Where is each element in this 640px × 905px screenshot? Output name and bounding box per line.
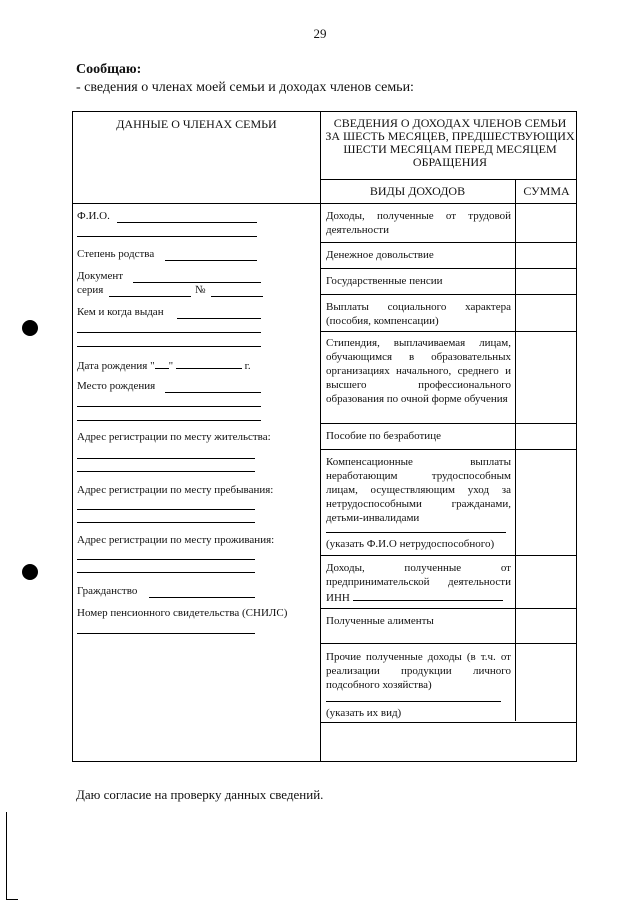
income-row-stipend: Стипендия, выплачиваемая лицам, обучающимся в образовательных организациях начального, среднего и высшего профессионального образования по очной форме обучения <box>326 337 511 405</box>
pension-cert-label: Номер пенсионного свидетельства (СНИЛС) <box>77 607 288 619</box>
income-row-unemployment: Пособие по безработице <box>326 430 441 442</box>
pension-cert-field[interactable] <box>77 633 255 634</box>
other-note: (указать их вид) <box>326 707 402 719</box>
issued-by-label: Кем и когда выдан <box>77 306 164 318</box>
income-row-pensions: Государственные пенсии <box>326 275 443 287</box>
page-number: 29 <box>313 26 327 41</box>
issued-by-field[interactable] <box>177 318 261 319</box>
reg-living-field[interactable] <box>77 559 255 560</box>
family-income-table <box>72 111 577 762</box>
birth-place-label: Место рождения <box>77 380 156 392</box>
right-header: СВЕДЕНИЯ О ДОХОДАХ ЧЛЕНОВ СЕМЬИ ЗА ШЕСТЬ МЕСЯЦЕВ, ПРЕДШЕСТВУЮЩИХ ШЕСТИ МЕСЯЦАМ ПЕРЕД МЕСЯЦЕМ ОБРАЩЕНИЯ <box>325 116 575 169</box>
relation-field[interactable] <box>165 260 257 261</box>
table-divider-main <box>320 112 321 761</box>
income-row-other: Прочие полученные доходы (в т.ч. от реализации продукции личного подсобного хозяйства) <box>326 651 511 691</box>
reg-stay-field[interactable] <box>77 509 255 510</box>
inn-label: ИНН <box>326 589 511 605</box>
citizenship-field[interactable] <box>149 597 255 598</box>
income-row-allowance: Денежное довольствие <box>326 249 434 261</box>
income-row-alimony: Полученные алименты <box>326 615 434 627</box>
number-field[interactable] <box>211 296 263 297</box>
reg-stay-label: Адрес регистрации по месту пребывания: <box>77 484 274 496</box>
reg-living-label: Адрес регистрации по месту проживания: <box>77 534 275 546</box>
table-divider-sum <box>515 179 516 721</box>
document-label: Документ <box>77 270 124 282</box>
birth-place-field[interactable] <box>165 392 261 393</box>
income-row-business: Доходы, полученные от предпринимательской деятельности <box>326 562 511 588</box>
fio-field[interactable] <box>117 222 257 223</box>
income-row-compensation: Компенсационные выплаты неработающим трудоспособным лицам, осуществляющим уход за нетрудоспособными гражданами, детьми-инвалидами <box>326 456 511 524</box>
series-label: серия <box>77 284 104 296</box>
sum-header: СУММА <box>523 184 570 198</box>
margin-mark <box>6 812 7 900</box>
punch-hole-bottom <box>22 564 38 580</box>
number-label: № <box>195 284 206 296</box>
left-header: ДАННЫЕ О ЧЛЕНАХ СЕМЬИ <box>116 117 277 131</box>
subheading: - сведения о членах моей семьи и доходах членов семьи: <box>76 80 414 95</box>
series-field[interactable] <box>109 296 191 297</box>
relation-label: Степень родства <box>77 248 155 260</box>
income-types-header: ВИДЫ ДОХОДОВ <box>369 184 466 198</box>
document-field[interactable] <box>133 282 261 283</box>
consent-text: Даю согласие на проверку данных сведений. <box>76 787 324 802</box>
heading: Сообщаю: <box>76 62 142 77</box>
citizenship-label: Гражданство <box>77 585 138 597</box>
margin-mark-base <box>6 899 18 900</box>
punch-hole-top <box>22 320 38 336</box>
birth-date-label: Дата рождения " " г. <box>77 357 251 373</box>
compensation-note: (указать Ф.И.О нетрудоспособного) <box>326 538 495 550</box>
reg-residence-label: Адрес регистрации по месту жительства: <box>77 431 271 443</box>
income-row-labor: Доходы, полученные от трудовой деятельности <box>326 210 511 236</box>
fio-label: Ф.И.О. <box>77 210 110 222</box>
reg-residence-field[interactable] <box>77 458 255 459</box>
income-row-social: Выплаты социального характера (пособия, компенсации) <box>326 301 511 327</box>
